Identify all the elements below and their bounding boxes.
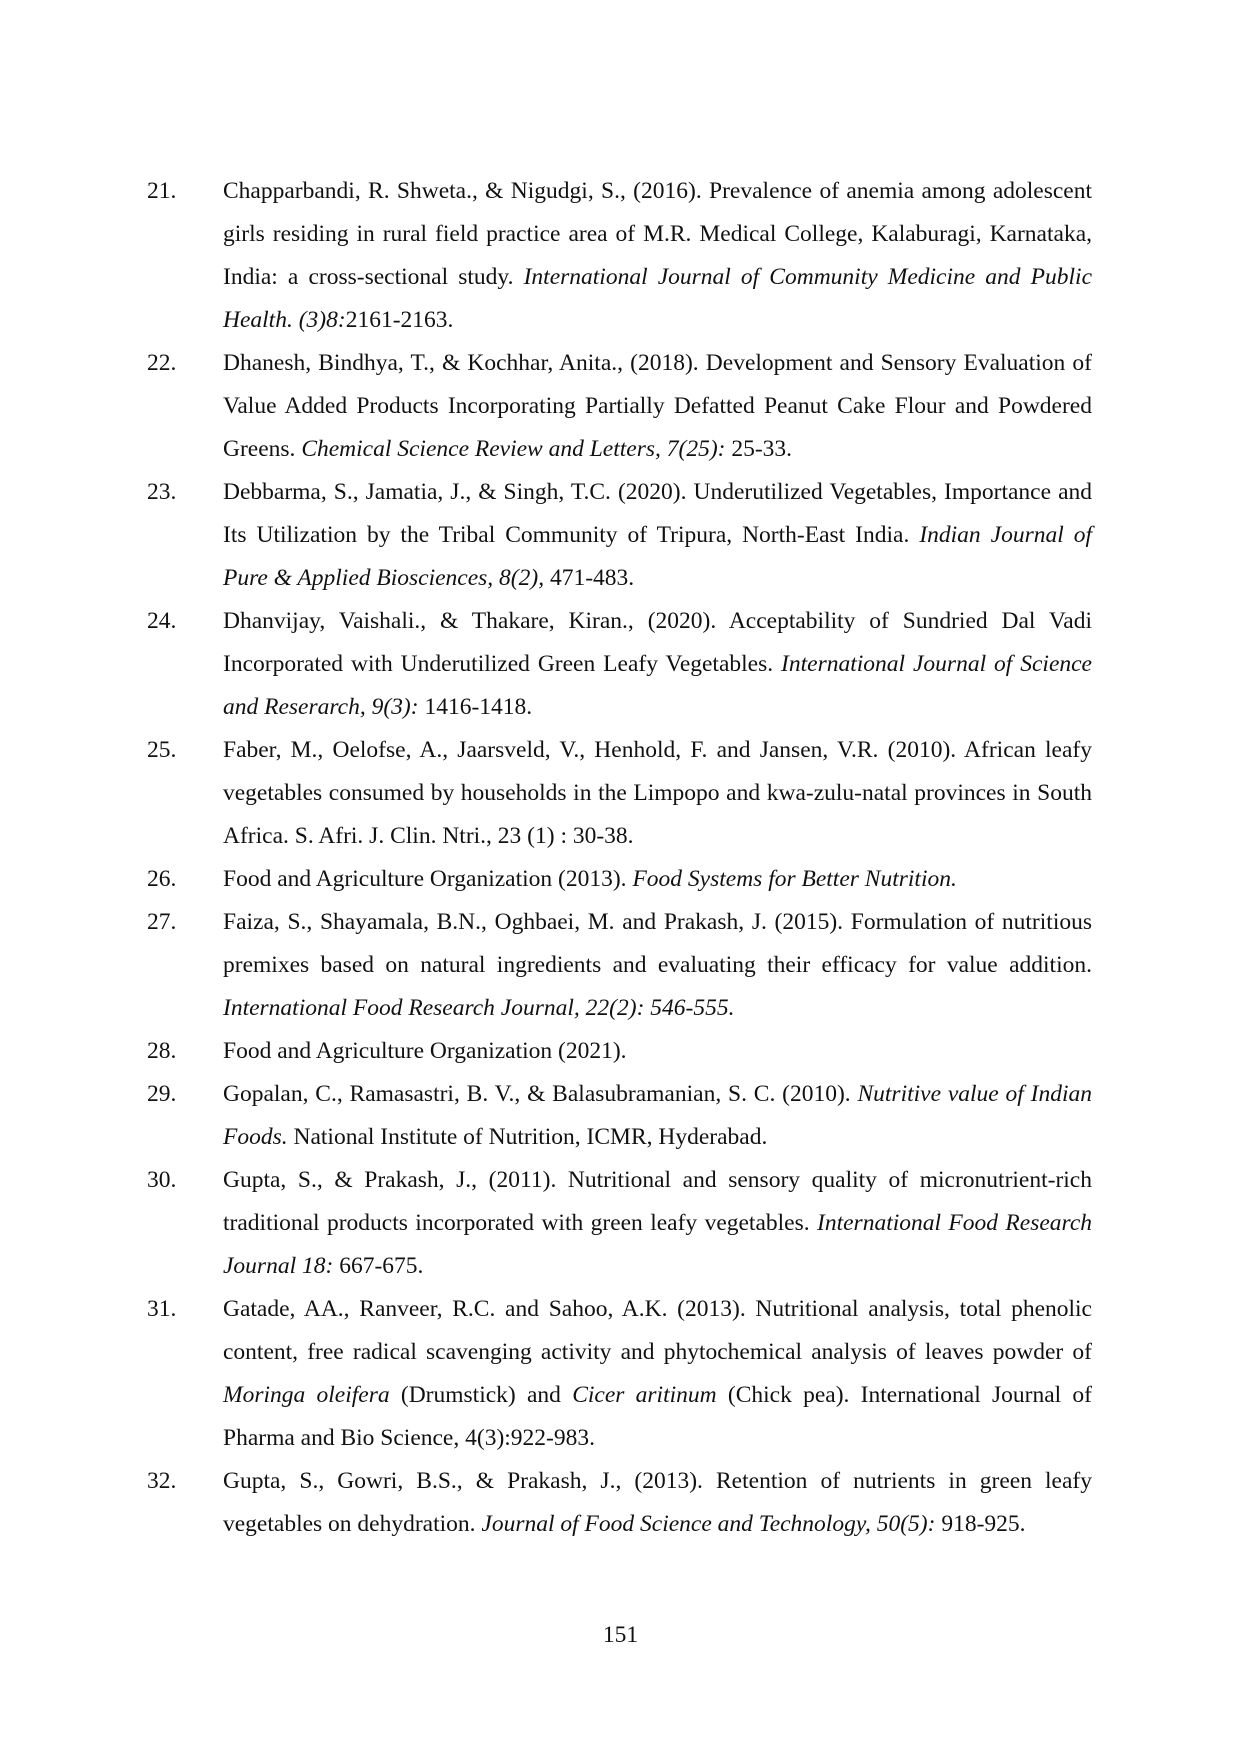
reference-text [223, 479, 1092, 591]
reference-segment: 667-675. [333, 1253, 424, 1279]
reference-number: 23. [147, 479, 177, 505]
reference-italic-segment: Indian Journal of Pure & Applied Biosciences, 8(2), [223, 522, 1092, 591]
reference-segment: Dhanesh, Bindhya, T., & Kochhar, Anita., (2018). Development and Sensory Evaluation of Value Added Products Incorporating Partially Defatted Peanut Cake Flour and Powdered Greens. [223, 350, 1092, 462]
reference-text [223, 737, 1092, 849]
reference-item [147, 1030, 1092, 1073]
reference-italic-segment: Journal of Food Science and Technology, 50(5): [481, 1511, 936, 1537]
reference-item [147, 342, 1092, 471]
reference-text [223, 1081, 1092, 1150]
reference-segment: 2161-2163. [345, 307, 454, 333]
reference-list [147, 170, 1092, 1546]
reference-number: 26. [147, 866, 177, 892]
reference-item [147, 1460, 1092, 1546]
reference-italic-segment: International Food Research Journal, 22(2): 546-555. [223, 995, 735, 1021]
reference-text [223, 178, 1092, 333]
reference-number: 32. [147, 1468, 177, 1494]
reference-segment: Food and Agriculture Organization (2021). [223, 1038, 627, 1064]
reference-segment: 918-925. [935, 1511, 1026, 1537]
reference-number: 24. [147, 608, 177, 634]
reference-number: 22. [147, 350, 177, 376]
reference-italic-segment: Moringa oleifera [223, 1382, 390, 1408]
reference-number: 30. [147, 1167, 177, 1193]
reference-number: 31. [147, 1296, 177, 1322]
reference-segment: Gopalan, C., Ramasastri, B. V., & Balasubramanian, S. C. (2010). [223, 1081, 858, 1107]
reference-item [147, 901, 1092, 1030]
reference-italic-segment: Nutritive value of Indian Foods. [223, 1081, 1092, 1150]
reference-segment: National Institute of Nutrition, ICMR, Hyderabad. [287, 1124, 768, 1150]
reference-italic-segment: Chemical Science Review and Letters, 7(25): [301, 436, 726, 462]
reference-text [223, 1468, 1092, 1537]
reference-number: 29. [147, 1081, 177, 1107]
reference-number: 28. [147, 1038, 177, 1064]
page-number: 151 [602, 1622, 639, 1648]
reference-italic-segment: International Journal of Science and Reserarch, 9(3): [223, 651, 1092, 720]
reference-number: 21. [147, 178, 177, 204]
reference-item [147, 1288, 1092, 1460]
reference-segment: 1416-1418. [418, 694, 533, 720]
reference-item [147, 170, 1092, 342]
reference-segment: Food and Agriculture Organization (2013). [223, 866, 633, 892]
reference-italic-segment: International Journal of Community Medicine and Public Health. (3)8: [223, 264, 1092, 333]
reference-number: 25. [147, 737, 177, 763]
reference-number: 27. [147, 909, 177, 935]
reference-segment: Chapparbandi, R. Shweta., & Nigudgi, S., (2016). Prevalence of anemia among adolescent girls residing in rural field practice area of M.R. Medical College, Kalaburagi, Karnataka, India: a cross-sectional study. [223, 178, 1092, 290]
reference-text [223, 350, 1092, 462]
reference-text [223, 1038, 627, 1064]
reference-text [223, 1296, 1092, 1451]
reference-italic-segment: Cicer aritinum [572, 1382, 717, 1408]
reference-italic-segment: International Food Research Journal 18: [223, 1210, 1092, 1279]
reference-segment: Gatade, AA., Ranveer, R.C. and Sahoo, A.K. (2013). Nutritional analysis, total phenolic content, free radical scavenging activity and phytochemical analysis of leaves powder of [223, 1296, 1092, 1365]
reference-item [147, 600, 1092, 729]
reference-italic-segment: Food Systems for Better Nutrition. [632, 866, 957, 892]
reference-item [147, 729, 1092, 858]
reference-segment: 471-483. [544, 565, 635, 591]
reference-item [147, 1073, 1092, 1159]
reference-item [147, 471, 1092, 600]
reference-segment: Faber, M., Oelofse, A., Jaarsveld, V., Henhold, F. and Jansen, V.R. (2010). African leafy vegetables consumed by households in the Limpopo and kwa-zulu-natal provinces in South Africa. S. Afri. J. Clin. Ntri., 23 (1) : 30-38. [223, 737, 1092, 849]
reference-segment: 25-33. [725, 436, 793, 462]
reference-item [147, 1159, 1092, 1288]
reference-segment: (Drumstick) and [389, 1382, 573, 1408]
reference-item [147, 858, 1092, 901]
reference-text [223, 608, 1092, 720]
reference-segment: Debbarma, S., Jamatia, J., & Singh, T.C. (2020). Underutilized Vegetables, Importance and Its Utilization by the Tribal Community of Tripura, North-East India. [223, 479, 1092, 548]
reference-text [223, 1167, 1092, 1279]
reference-segment: Dhanvijay, Vaishali., & Thakare, Kiran., (2020). Acceptability of Sundried Dal Vadi Incorporated with Underutilized Green Leafy Vegetables. [223, 608, 1092, 677]
reference-text [223, 866, 957, 892]
reference-segment: Gupta, S., & Prakash, J., (2011). Nutritional and sensory quality of micronutrient-rich traditional products incorporated with green leafy vegetables. [223, 1167, 1092, 1236]
reference-text [223, 909, 1092, 1021]
reference-segment: Faiza, S., Shayamala, B.N., Oghbaei, M. and Prakash, J. (2015). Formulation of nutritious premixes based on natural ingredients and evaluating their efficacy for value addition. [223, 909, 1092, 978]
reference-segment: (Chick pea). International Journal of Pharma and Bio Science, 4(3):922-983. [223, 1382, 1093, 1451]
reference-segment: Gupta, S., Gowri, B.S., & Prakash, J., (2013). Retention of nutrients in green leafy vegetables on dehydration. [223, 1468, 1092, 1537]
